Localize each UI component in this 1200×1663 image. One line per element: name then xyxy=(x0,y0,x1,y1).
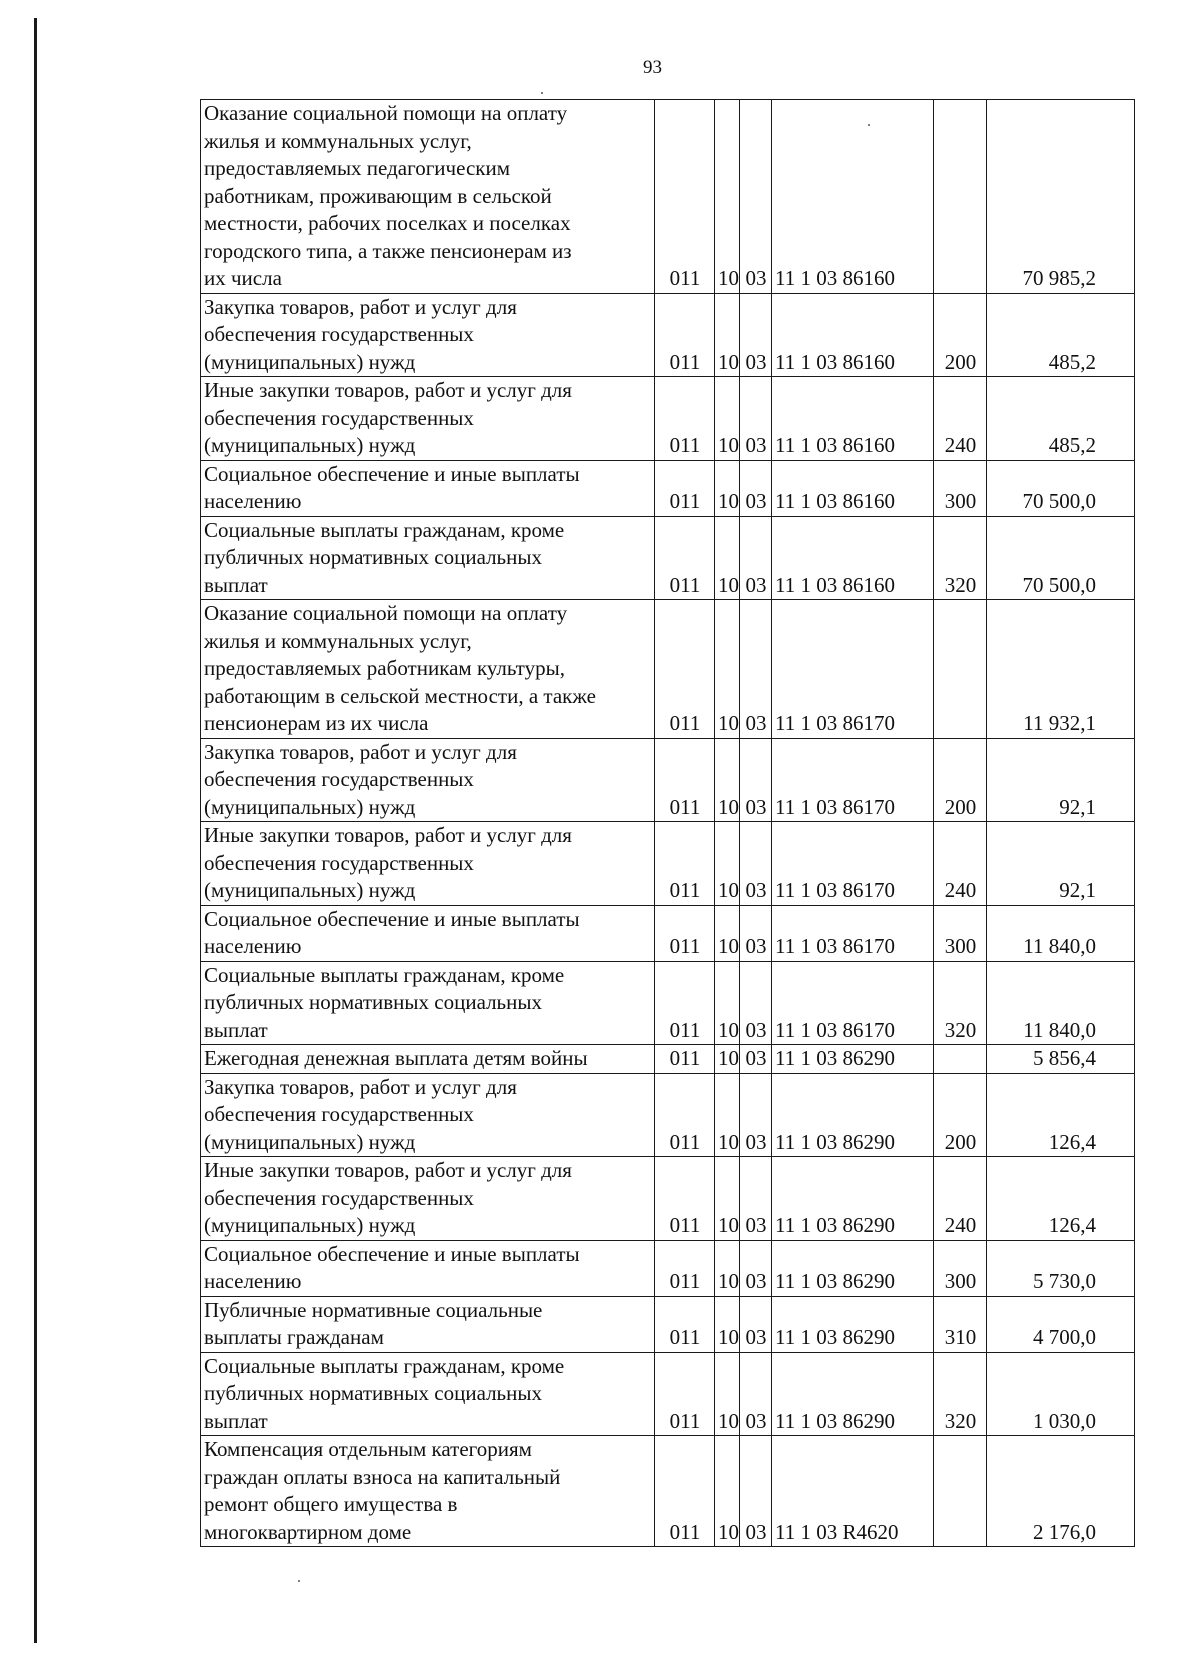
section-code-cell: 10 xyxy=(715,738,740,822)
ministry-code-cell: 011 xyxy=(655,1073,715,1157)
expense-type-cell xyxy=(934,1045,987,1074)
description-line: обеспечения государственных xyxy=(204,1185,474,1210)
expense-type-cell xyxy=(934,600,987,739)
expense-type-cell: 240 xyxy=(934,1157,987,1241)
description-line: публичных нормативных социальных xyxy=(204,990,542,1014)
section-code-cell: 10 xyxy=(715,516,740,600)
table-row xyxy=(201,961,1135,1045)
target-article-cell: 11 1 03 86170 xyxy=(772,905,934,961)
table-row xyxy=(201,377,1135,461)
subsection-code-cell: 03 xyxy=(740,293,772,377)
description-line: Компенсация отдельным категориям xyxy=(204,1437,532,1461)
amount-cell: 70 500,0 xyxy=(987,460,1135,516)
description-line: Оказание социальной помощи на оплату xyxy=(204,601,568,625)
section-code-cell: 10 xyxy=(715,822,740,906)
amount-cell: 485,2 xyxy=(987,377,1135,461)
amount-cell: 70 985,2 xyxy=(987,100,1135,294)
description-line: публичных нормативных социальных xyxy=(204,1381,542,1405)
description-line: Закупка товаров, работ и услуг для xyxy=(204,294,517,319)
subsection-code-cell: 03 xyxy=(740,822,772,906)
ministry-code-cell: 011 xyxy=(655,738,715,822)
description-cell xyxy=(201,516,655,600)
section-code-cell: 10 xyxy=(715,293,740,377)
table-row xyxy=(201,460,1135,516)
description-line: обеспечения государственных xyxy=(204,322,474,346)
table-row xyxy=(201,1352,1135,1436)
description-line: (муниципальных) нужд xyxy=(204,433,416,457)
subsection-code-cell: 03 xyxy=(740,738,772,822)
amount-cell: 70 500,0 xyxy=(987,516,1135,600)
description-line: предоставляемых педагогическим xyxy=(204,156,510,180)
target-article-cell: 11 1 03 86160 xyxy=(772,460,934,516)
description-line: Социальные выплаты гражданам, кроме xyxy=(204,1353,565,1378)
subsection-code-cell: 03 xyxy=(740,1045,772,1074)
target-article-cell: 11 1 03 86290 xyxy=(772,1296,934,1352)
description-line: Социальное обеспечение и иные выплаты xyxy=(204,1241,580,1266)
section-code-cell: 10 xyxy=(715,1157,740,1241)
target-article-cell: 11 1 03 86170 xyxy=(772,961,934,1045)
binding-edge-line xyxy=(34,18,37,1643)
amount-cell: 92,1 xyxy=(987,738,1135,822)
expense-type-cell xyxy=(934,100,987,294)
expense-type-cell: 300 xyxy=(934,905,987,961)
table-row xyxy=(201,600,1135,739)
description-line: Социальные выплаты гражданам, кроме xyxy=(204,517,565,542)
description-line: Иные закупки товаров, работ и услуг для xyxy=(204,1158,572,1182)
description-line: (муниципальных) нужд xyxy=(204,1213,416,1237)
description-line: их числа xyxy=(204,266,282,290)
expense-type-cell: 320 xyxy=(934,961,987,1045)
subsection-code-cell: 03 xyxy=(740,905,772,961)
amount-cell: 11 840,0 xyxy=(987,905,1135,961)
description-line: выплаты гражданам xyxy=(204,1325,384,1349)
description-line: (муниципальных) нужд xyxy=(204,878,416,902)
section-code-cell: 10 xyxy=(715,905,740,961)
subsection-code-cell: 03 xyxy=(740,516,772,600)
description-line: Социальное обеспечение и иные выплаты xyxy=(204,906,580,931)
table-row xyxy=(201,1073,1135,1157)
table-row xyxy=(201,1240,1135,1296)
description-line: населению xyxy=(204,934,302,958)
table-row xyxy=(201,1157,1135,1241)
target-article-cell: 11 1 03 86290 xyxy=(772,1352,934,1436)
description-line: выплат xyxy=(204,1017,268,1042)
description-cell xyxy=(201,1157,655,1241)
ministry-code-cell: 011 xyxy=(655,377,715,461)
section-code-cell: 10 xyxy=(715,600,740,739)
description-cell xyxy=(201,377,655,461)
expense-type-cell: 300 xyxy=(934,1240,987,1296)
scan-speck xyxy=(541,92,543,94)
ministry-code-cell: 011 xyxy=(655,293,715,377)
description-line: местности, рабочих поселках и поселках xyxy=(204,211,571,235)
subsection-code-cell: 03 xyxy=(740,1073,772,1157)
ministry-code-cell: 011 xyxy=(655,1436,715,1547)
description-cell xyxy=(201,100,655,294)
subsection-code-cell: 03 xyxy=(740,377,772,461)
table-row xyxy=(201,738,1135,822)
description-line: Социальное обеспечение и иные выплаты xyxy=(204,461,580,486)
description-cell xyxy=(201,460,655,516)
description-line: (муниципальных) нужд xyxy=(204,349,416,374)
target-article-cell: 11 1 03 86170 xyxy=(772,600,934,739)
description-line: населению xyxy=(204,1269,302,1293)
amount-cell: 126,4 xyxy=(987,1073,1135,1157)
scan-speck xyxy=(298,1580,300,1582)
ministry-code-cell: 011 xyxy=(655,1045,715,1074)
ministry-code-cell: 011 xyxy=(655,822,715,906)
description-line: Социальные выплаты гражданам, кроме xyxy=(204,962,565,987)
ministry-code-cell: 011 xyxy=(655,1240,715,1296)
subsection-code-cell: 03 xyxy=(740,1240,772,1296)
description-cell xyxy=(201,1352,655,1436)
description-line: выплат xyxy=(204,1408,268,1433)
description-cell xyxy=(201,905,655,961)
expense-type-cell: 240 xyxy=(934,822,987,906)
description-line: публичных нормативных социальных xyxy=(204,545,542,569)
expense-type-cell: 320 xyxy=(934,516,987,600)
description-line: граждан оплаты взноса на капитальный xyxy=(204,1464,561,1489)
subsection-code-cell: 03 xyxy=(740,100,772,294)
expense-type-cell: 200 xyxy=(934,1073,987,1157)
description-line: Иные закупки товаров, работ и услуг для xyxy=(204,378,572,402)
table-row xyxy=(201,1436,1135,1547)
ministry-code-cell: 011 xyxy=(655,1352,715,1436)
target-article-cell: 11 1 03 86170 xyxy=(772,738,934,822)
ministry-code-cell: 011 xyxy=(655,961,715,1045)
amount-cell: 4 700,0 xyxy=(987,1296,1135,1352)
expense-type-cell: 200 xyxy=(934,738,987,822)
table-row xyxy=(201,100,1135,294)
ministry-code-cell: 011 xyxy=(655,460,715,516)
table-row xyxy=(201,1296,1135,1352)
ministry-code-cell: 011 xyxy=(655,516,715,600)
amount-cell: 11 840,0 xyxy=(987,961,1135,1045)
description-line: Закупка товаров, работ и услуг для xyxy=(204,1074,517,1099)
description-cell xyxy=(201,961,655,1045)
description-cell xyxy=(201,1296,655,1352)
target-article-cell: 11 1 03 86160 xyxy=(772,516,934,600)
description-line: населению xyxy=(204,489,302,513)
budget-allocation-table xyxy=(200,99,1135,1547)
description-line: (муниципальных) нужд xyxy=(204,794,416,819)
target-article-cell: 11 1 03 86160 xyxy=(772,293,934,377)
table-row xyxy=(201,516,1135,600)
subsection-code-cell: 03 xyxy=(740,1157,772,1241)
description-line: Ежегодная денежная выплата детям войны xyxy=(204,1046,588,1070)
amount-cell: 11 932,1 xyxy=(987,600,1135,739)
ministry-code-cell: 011 xyxy=(655,1157,715,1241)
table-row xyxy=(201,905,1135,961)
description-line: (муниципальных) нужд xyxy=(204,1129,416,1154)
description-line: обеспечения государственных xyxy=(204,405,474,430)
description-line: работникам, проживающим в сельской xyxy=(204,183,552,208)
description-line: выплат xyxy=(204,572,268,597)
target-article-cell: 11 1 03 86160 xyxy=(772,377,934,461)
description-line: обеспечения государственных xyxy=(204,850,474,875)
section-code-cell: 10 xyxy=(715,1073,740,1157)
expense-type-cell: 240 xyxy=(934,377,987,461)
ministry-code-cell: 011 xyxy=(655,905,715,961)
target-article-cell: 11 1 03 R4620 xyxy=(772,1436,934,1547)
target-article-cell: 11 1 03 86160 xyxy=(772,100,934,294)
description-cell xyxy=(201,822,655,906)
table-row xyxy=(201,1045,1135,1074)
description-cell xyxy=(201,1240,655,1296)
section-code-cell: 10 xyxy=(715,1352,740,1436)
description-cell xyxy=(201,293,655,377)
ministry-code-cell: 011 xyxy=(655,1296,715,1352)
expense-type-cell: 300 xyxy=(934,460,987,516)
description-line: предоставляемых работникам культуры, xyxy=(204,656,565,680)
target-article-cell: 11 1 03 86290 xyxy=(772,1045,934,1074)
expense-type-cell: 200 xyxy=(934,293,987,377)
description-cell xyxy=(201,738,655,822)
description-cell xyxy=(201,600,655,739)
target-article-cell: 11 1 03 86290 xyxy=(772,1157,934,1241)
description-line: пенсионерам из их числа xyxy=(204,711,429,735)
description-line: многоквартирном доме xyxy=(204,1519,412,1544)
budget-table-body xyxy=(201,100,1135,1547)
amount-cell: 5 730,0 xyxy=(987,1240,1135,1296)
description-line: работающим в сельской местности, а также xyxy=(204,683,596,708)
amount-cell: 1 030,0 xyxy=(987,1352,1135,1436)
description-line: Оказание социальной помощи на оплату xyxy=(204,101,568,125)
description-cell xyxy=(201,1045,655,1074)
ministry-code-cell: 011 xyxy=(655,100,715,294)
amount-cell: 92,1 xyxy=(987,822,1135,906)
amount-cell: 2 176,0 xyxy=(987,1436,1135,1547)
description-line: обеспечения государственных xyxy=(204,767,474,791)
section-code-cell: 10 xyxy=(715,1296,740,1352)
table-row xyxy=(201,822,1135,906)
description-cell xyxy=(201,1436,655,1547)
target-article-cell: 11 1 03 86290 xyxy=(772,1073,934,1157)
subsection-code-cell: 03 xyxy=(740,1296,772,1352)
section-code-cell: 10 xyxy=(715,377,740,461)
description-line: обеспечения государственных xyxy=(204,1102,474,1126)
expense-type-cell: 310 xyxy=(934,1296,987,1352)
subsection-code-cell: 03 xyxy=(740,1352,772,1436)
target-article-cell: 11 1 03 86170 xyxy=(772,822,934,906)
description-line: жилья и коммунальных услуг, xyxy=(204,628,472,653)
table-row xyxy=(201,293,1135,377)
subsection-code-cell: 03 xyxy=(740,1436,772,1547)
amount-cell: 126,4 xyxy=(987,1157,1135,1241)
amount-cell: 485,2 xyxy=(987,293,1135,377)
description-line: Публичные нормативные социальные xyxy=(204,1297,543,1322)
subsection-code-cell: 03 xyxy=(740,961,772,1045)
section-code-cell: 10 xyxy=(715,100,740,294)
description-line: жилья и коммунальных услуг, xyxy=(204,128,472,153)
description-line: Закупка товаров, работ и услуг для xyxy=(204,739,517,764)
description-line: Иные закупки товаров, работ и услуг для xyxy=(204,823,572,847)
expense-type-cell xyxy=(934,1436,987,1547)
section-code-cell: 10 xyxy=(715,1045,740,1074)
section-code-cell: 10 xyxy=(715,460,740,516)
expense-type-cell: 320 xyxy=(934,1352,987,1436)
page-number: 93 xyxy=(643,57,662,78)
description-line: ремонт общего имущества в xyxy=(204,1492,458,1516)
section-code-cell: 10 xyxy=(715,961,740,1045)
subsection-code-cell: 03 xyxy=(740,460,772,516)
description-line: городского типа, а также пенсионерам из xyxy=(204,238,572,263)
section-code-cell: 10 xyxy=(715,1240,740,1296)
amount-cell: 5 856,4 xyxy=(987,1045,1135,1074)
subsection-code-cell: 03 xyxy=(740,600,772,739)
description-cell xyxy=(201,1073,655,1157)
section-code-cell: 10 xyxy=(715,1436,740,1547)
target-article-cell: 11 1 03 86290 xyxy=(772,1240,934,1296)
ministry-code-cell: 011 xyxy=(655,600,715,739)
